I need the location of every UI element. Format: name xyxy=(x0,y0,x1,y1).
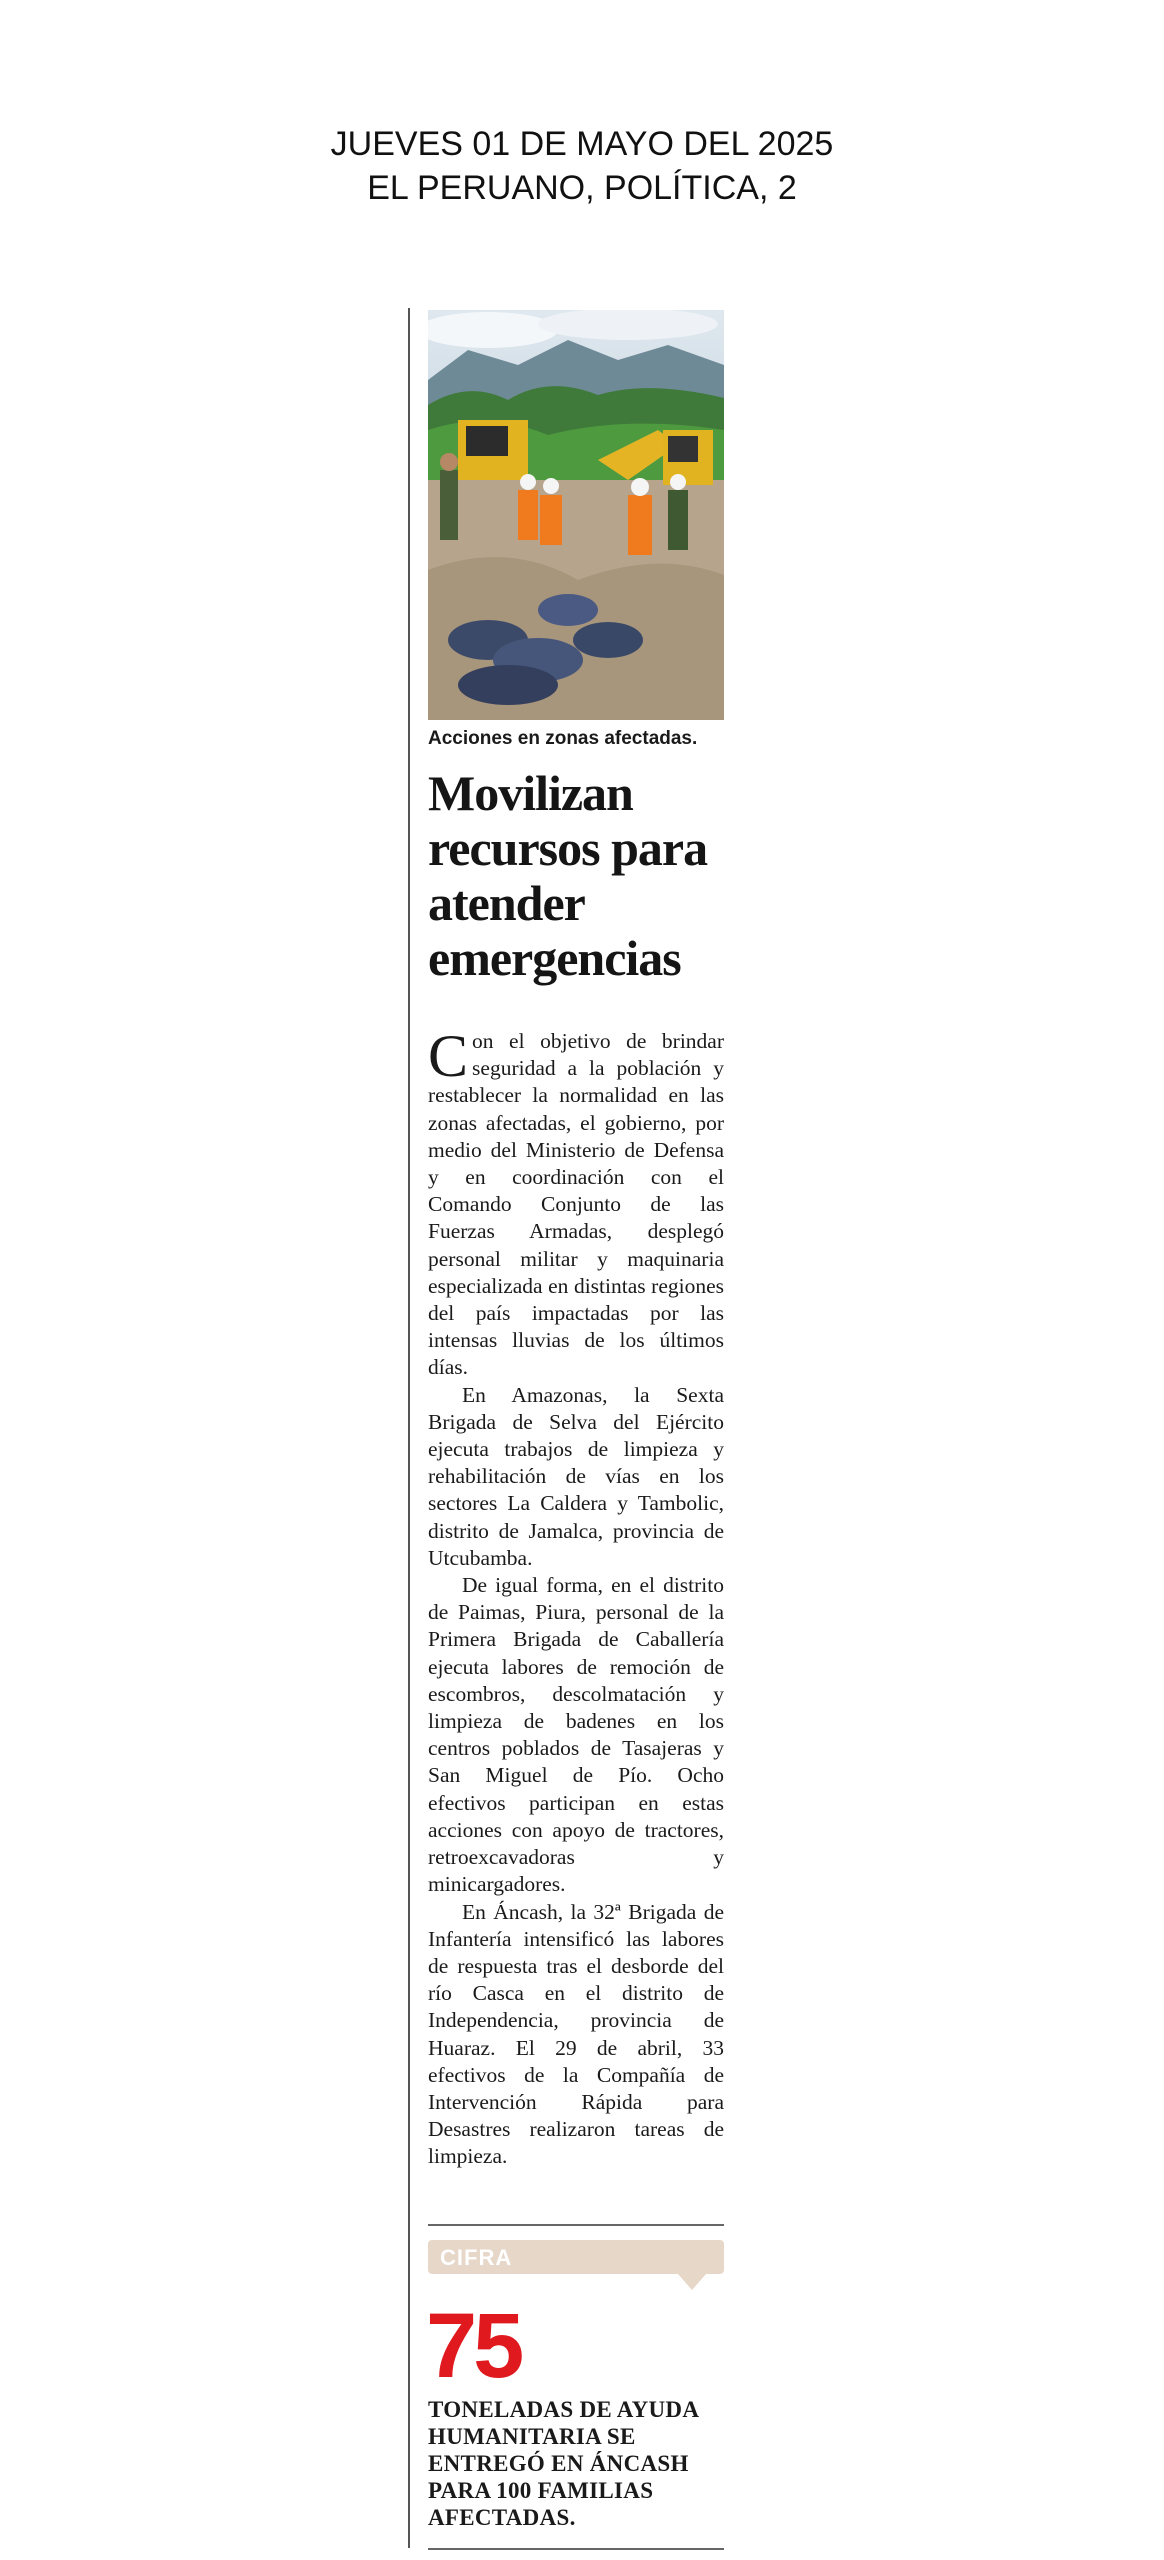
date-line: JUEVES 01 DE MAYO DEL 2025 xyxy=(330,125,834,163)
paragraph-1 xyxy=(428,1023,724,1382)
article-headline: Movilizan recursos para atender emergencias xyxy=(428,765,708,986)
page-header xyxy=(0,122,1164,210)
key-figure-number: 75 xyxy=(426,2295,521,2397)
paragraph-3: De igual forma, en el distrito de Paimas, Piura, personal de la Primera Brigada de Caballería ejecuta labores de remoción de escombros, descolmatación y limpieza de badenes en los centros poblados de Tasajeras y San Miguel de Pío. Ocho efectivos participan en estas acciones con apoyo de tractores, retroexcavadoras y minicargadores. xyxy=(428,1573,724,1897)
key-figure-description: TONELADAS DE AYUDA HUMANITARIA SE ENTREGÓ EN ÁNCASH PARA 100 FAMILIAS AFECTADAS. xyxy=(428,2397,698,2530)
source-line: EL PERUANO, POLÍTICA, 2 xyxy=(367,169,797,207)
article-photo xyxy=(428,310,724,720)
paragraph-1-text: on el objetivo de brindar seguridad a la población y restablecer la normalidad en las zonas afectadas, el gobierno, por medio del Ministerio de Defensa y en coordinación con el Comando Conjunto de las Fuerzas Armadas, desplegó personal militar y maquinaria especializada en distintas regiones del país impactadas por las intensas lluvias de los últimos días. xyxy=(428,1029,724,1380)
column-divider xyxy=(408,308,410,2548)
tag-notch xyxy=(678,2274,706,2290)
section-divider-bottom xyxy=(428,2548,724,2550)
cifra-tag xyxy=(428,2240,724,2274)
cifra-tag-label: CIFRA xyxy=(440,2245,513,2270)
section-divider-top xyxy=(428,2224,724,2226)
paragraph-4: En Áncash, la 32ª Brigada de Infantería intensificó las labores de respuesta tras el desborde del río Casca en el distrito de Independencia, provincia de Huaraz. El 29 de abril, 33 efectivos de la Compañía de Intervención Rápida para Desastres realizaron tareas de limpieza. xyxy=(428,1899,724,2169)
drop-cap: C xyxy=(428,1023,469,1089)
article-body xyxy=(428,1023,724,2171)
paragraph-2: En Amazonas, la Sexta Brigada de Selva del Ejército ejecuta trabajos de limpieza y rehabilitación de vías en los sectores La Caldera y Tambolic, distrito de Jamalca, provincia de Utcubamba. xyxy=(428,1382,724,1570)
photo-caption: Acciones en zonas afectadas. xyxy=(428,728,698,749)
